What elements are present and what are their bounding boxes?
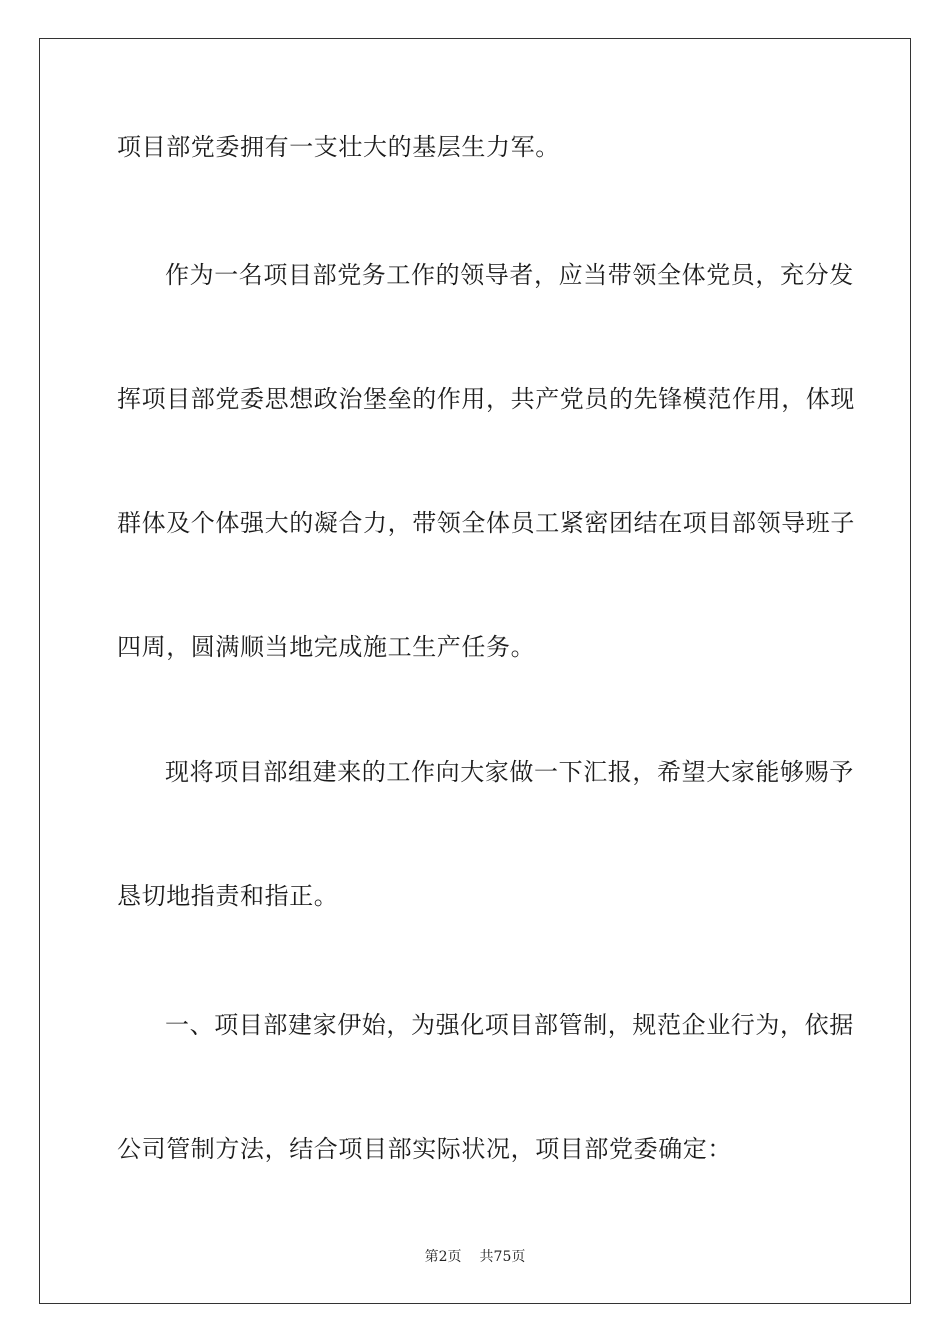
text-line: 公司管制方法，结合项目部实际状况，项目部党委确定： bbox=[117, 1135, 732, 1163]
paragraph-first-line: 作为一名项目部党务工作的领导者，应当带领全体党员，充分发 bbox=[165, 261, 854, 289]
page-footer bbox=[0, 1248, 950, 1266]
page-total: 共75页 bbox=[479, 1249, 526, 1265]
page-border bbox=[39, 38, 911, 1304]
text-line: 项目部党委拥有一支壮大的基层生力军。 bbox=[117, 133, 560, 161]
paragraph-first-line: 一、项目部建家伊始，为强化项目部管制，规范企业行为，依据 bbox=[165, 1011, 854, 1039]
text-line: 四周，圆满顺当地完成施工生产任务。 bbox=[117, 633, 536, 661]
text-line: 恳切地指责和指正。 bbox=[117, 882, 339, 910]
paragraph-first-line: 现将项目部组建来的工作向大家做一下汇报，希望大家能够赐予 bbox=[165, 758, 854, 786]
text-line: 挥项目部党委思想政治堡垒的作用，共产党员的先锋模范作用，体现 bbox=[117, 385, 855, 413]
text-line: 群体及个体强大的凝合力，带领全体员工紧密团结在项目部领导班子 bbox=[117, 509, 855, 537]
page-number: 第2页 bbox=[424, 1249, 462, 1265]
